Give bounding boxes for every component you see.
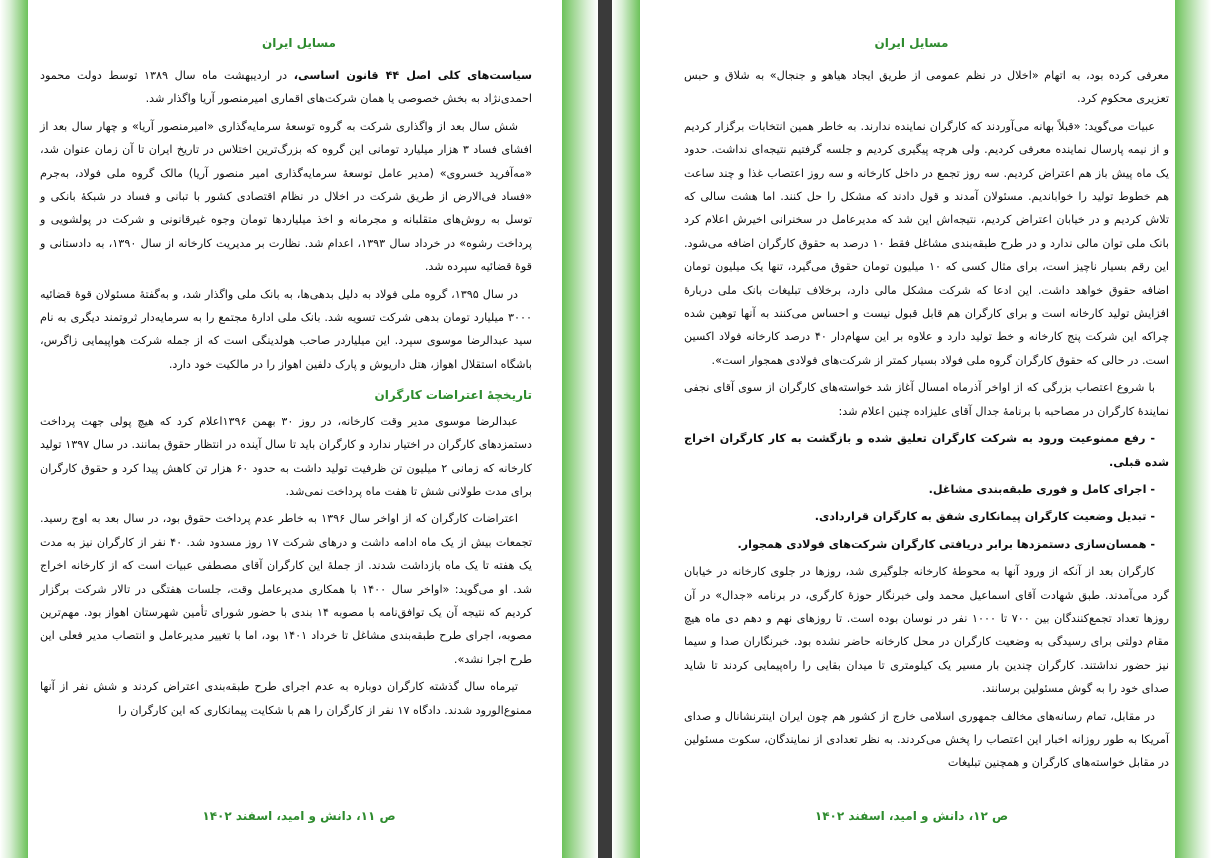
paragraph: در سال ۱۳۹۵، گروه ملی فولاد به دلیل بدهی‌ها، به بانک ملی واگذار شد، و به‌گفتهٔ مسئولان قوهٔ قضائیه ۳۰۰۰ میلیارد تومان بدهی شرکت تسویه شد. بانک ملی ادارهٔ مجتمع را به سرمایه‌دار ثروتمند دیگری به نام سید عبدالرضا موسوی سپرد. این میلیاردر صاحب هولدینگی است که از جمله شرکت هواپیمایی زاگرس، باشگاه استقلال اهواز، هتل داریوش و پارک دلفین اهواز را در مالکیت خود دارد.: [40, 287, 532, 371]
paragraph: عبیات می‌گوید: «قبلاً بهانه می‌آوردند که کارگران نماینده ندارند. به خاطر همین انتخابات برگزار کردیم و از نیمه پارسال نماینده معرفی کردیم. ولی هرچه پیگیری کردیم و جلسه گرفتیم نتیجه‌ای نداشت. حدود یک ماه پیش باز هم اعتراض کردیم. سه روز تجمع در داخل کارخانه و سه روز اعتصاب غذا و چند ساعت هم خطوط تولید را خواباندیم. مسئولان آمدند و قول دادند که مشکل را حل کنند. اما هشت سالی که تلاش کردیم و در خیابان اعتراض کردیم، نتیجه‌اش این شد که مدیرعامل در سخنرانی اخیرش اعلام کرد بانک ملی توان مالی ندارد و در طرح طبقه‌بندی مشاغل فقط ۱۰ درصد به حقوق کارگران اضافه می‌شود. این رقم بسیار ناچیز است، برای مثال کسی که ۱۰ میلیون تومان حقوق می‌گیرد، تنها یک میلیون تومان اضافه حقوق خواهد داشت. این ادعا که شرکت مشکل مالی دارد، برخلاف تبلیغات بانک ملی دربارهٔ افزایش تولید کارخانه است و برای کارگران هم قابل قبول نیست و احساس می‌کنند به آنها توهین شده چراکه این شرکت پنج کارخانه و خط تولید دارد و علاوه بر این سهام‌دار ۴۰ درصد کارخانه فولاد اکسین است. در حالی که حقوق کارگران گروه ملی فولاد بسیار کمتر از شرکت‌های فولادی همجوار است».: [684, 119, 1170, 367]
paragraph: کارگران بعد از آنکه از ورود آنها به محوطهٔ کارخانه جلوگیری شد، روزها در جلوی کارخانه در خیابان گرد می‌آمدند. طبق شهادت آقای اسماعیل محمد ولی خبرنگار حوزهٔ کارگری، در برنامه «جدال» در آن روزها تعداد تجمع‌کنندگان بین ۷۰۰ تا ۱۰۰۰ نفر در نوسان بوده است. تا روزهای نهم و دهم دی ماه هیچ مقام دولتی برای رسیدگی به وضعیت کارگران در محل کارخانه حاضر نشده بود. خبرنگاران صدا و سیما نیز حضور نداشتند. کارگران چندین بار مسیر یک کیلومتری تا میدان بقایی را راه‌پیمایی کردند تا شاید صدای خود را به گوش مسئولین برسانند.: [684, 565, 1169, 696]
paragraph: شش سال بعد از واگذاری شرکت به گروه توسعهٔ سرمایه‌گذاری «امیرمنصور آریا» و چهار سال بعد از افشای فساد ۳ هزار میلیارد تومانی این گروه که بزرگ‌ترین اختلاس در تاریخ ایران تا آن زمان عنوان شد، «مه‌آفرید خسروی» (مدیر عامل توسعهٔ سرمایه‌گذاری امیر منصور آریا) مالک گروه ملی فولاد، به‌جرم «فساد فی‌الارض از طریق شرکت در اخلال در نظام اقتصادی کشور با تبانی و فساد در شبکهٔ بانکی و توسل به روش‌های متقلبانه و مجرمانه و اخذ میلیاردها تومان وجوه غیرقانونی و شرکت در پولشویی و پرداخت رشوه» در خرداد سال ۱۳۹۳، اعدام شد. نظارت بر مدیریت کارخانه از سال ۱۳۹۰، به دادستانی و قوهٔ قضائیه سپرده شد.: [40, 119, 533, 274]
page-footer: ص ۱۲، دانش و امید، اسفند ۱۴۰۲: [814, 809, 1009, 823]
article-body: [40, 64, 532, 726]
green-edge-decoration: [1175, 0, 1211, 858]
right-page: [612, 0, 1211, 858]
paragraph: با شروع اعتصاب بزرگی که از اواخر آذرماه امسال آغاز شد خواسته‌های کارگران از سوی آقای نجفی نمایندهٔ کارگران در مصاحبه با برنامهٔ جدال آقای علیزاده چنین اعلام شد:: [684, 381, 1169, 418]
paragraph: در مقابل، تمام رسانه‌های مخالف جمهوری اسلامی خارج از کشور هم چون ایران اینترنشانال و صدای آمریکا به طور روزانه اخبار این اعتصاب را پخش می‌کردند. به نظر تعدادی از نمایندگان، سکوت مسئولین در مقابل خواسته‌های کارگران و همچنین تبلیغات: [684, 709, 1169, 770]
green-edge-decoration: [612, 0, 640, 858]
running-header: مسایل ایران: [262, 36, 336, 50]
paragraph-text: در اردیبهشت ماه سال ۱۳۸۹ توسط دولت محمود احمدی‌نژاد به بخش خصوصی یا همان شرکت‌های اقماری امیرمنصور آریا واگذار شد.: [40, 69, 532, 106]
green-edge-decoration: [562, 0, 598, 858]
green-edge-decoration: [0, 0, 28, 858]
section-title: تاریخچهٔ اعتراضات کارگران: [374, 388, 532, 403]
running-header: مسایل ایران: [874, 36, 949, 50]
bold-lead: سیاست‌های کلی اصل ۴۴ قانون اساسی،: [293, 69, 532, 82]
left-page: [0, 0, 598, 858]
demand-item: - رفع ممنوعیت ورود به شرکت کارگران تعلیق شده و بازگشت به کار کارگران اخراج شده قبلی.: [684, 432, 1169, 469]
page-footer: ص ۱۱، دانش و امید، اسفند ۱۴۰۲: [202, 809, 396, 823]
article-body: [684, 64, 1169, 779]
paragraph: [40, 64, 532, 111]
paragraph: معرفی کرده بود، به اتهام «اخلال در نظم عمومی از طریق ایجاد هیاهو و جنجال» به شلاق و حبس تعزیری محکوم کرد.: [684, 69, 1169, 106]
paragraph: تیرماه سال گذشته کارگران دوباره به عدم اجرای طرح طبقه‌بندی اعتراض کردند و شش نفر از آنها ممنوع‌الورود شدند. دادگاه ۱۷ نفر از کارگران را هم با شکایت پیمانکاری که این کارگران را: [40, 680, 532, 717]
demand-item: - تبدیل وضعیت کارگران پیمانکاری شفق به کارگران قراردادی.: [814, 510, 1155, 524]
paragraph: عبدالرضا موسوی مدیر وقت کارخانه، در روز ۳۰ بهمن ۱۳۹۶اعلام کرد که هیچ پولی جهت پرداخت دستمزدهای کارگران در اختیار ندارد و کارگران باید تا سال آینده در انتظار حقوق بمانند. در سال ۱۳۹۷ تولید کارخانه که زمانی ۲ میلیون تن ظرفیت تولید داشت به حدود ۶۰ هزار تن کاهش پیدا کرد و حقوق کارگران برای مدت طولانی شش تا هفت ماه پرداخت نمی‌شد.: [40, 414, 533, 498]
demand-item: - همسان‌سازی دستمزدها برابر دریافتی کارگران شرکت‌های فولادی همجوار.: [737, 537, 1155, 551]
book-gutter: [598, 0, 612, 858]
paragraph: اعتراضات کارگران که از اواخر سال ۱۳۹۶ به خاطر عدم پرداخت حقوق بود، در سال بعد به اوج رسید. تجمعات بیش از یک ماه ادامه داشت و درهای شرکت ۱۷ روز مسدود شد. ۴۰ نفر از کارگران نیز به مدت یک هفته تا یک ماه بازداشت شدند. از جملهٔ این کارگران آقای مصطفی عبیات است که از کارخانه اخراج شد. او می‌گوید: «اواخر سال ۱۴۰۰ با همکاری مدیرعامل وقت، جلسات هفتگی در تالار شرکت برگزار کردیم که نتیجه آن یک توافق‌نامه با مصوبه ۱۴ بندی با حضور شورای تأمین شهرستان اهواز بود. مهم‌ترین مصوبه، اجرای طرح طبقه‌بندی مشاغل تا خرداد ۱۴۰۱ بود، اما با تغییر مدیرعامل و انتصاب مدیر فعلی این طرح اجرا نشد».: [40, 512, 532, 666]
demand-item: - اجرای کامل و فوری طبقه‌بندی مشاغل.: [928, 482, 1155, 496]
